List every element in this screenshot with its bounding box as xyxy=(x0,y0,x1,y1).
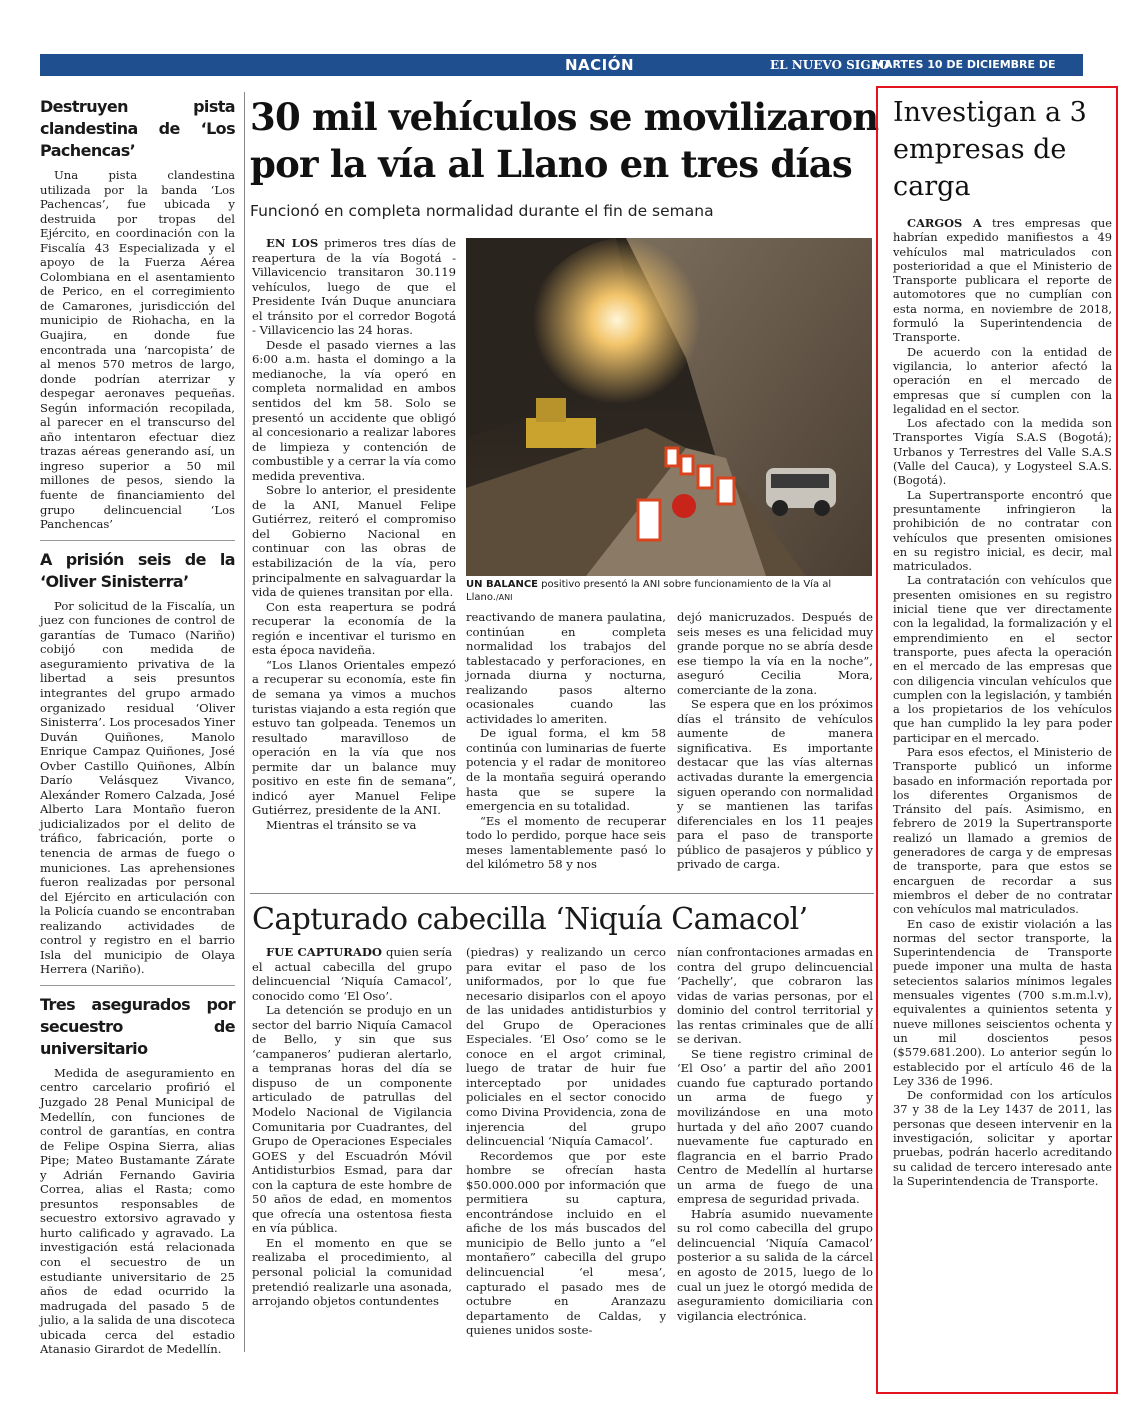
second-article-column-3 xyxy=(677,945,873,1323)
article-separator xyxy=(250,893,874,894)
paragraph: Recordemos que por este hombre se ofrecían hasta $50.000.000 por información que permitiera su captura, encontrándose incluido en el afiche de los más buscados del municipio de Bello junto a “el montañero” cabecilla del grupo delincuencial ‘el mesa’, capturado el pasado mes de octubre en Aranzazu departamento de Caldas, y quienes unidos soste- xyxy=(466,1148,666,1338)
divider xyxy=(40,985,235,986)
paragraph: Los afectado con la medida son Transportes Vigía S.A.S (Bogotá); Urbanos y Terrestres del Valle S.A.S (Valle del Cauca), y Logysteel S.A.S. (Bogotá). xyxy=(893,416,1112,488)
paragraph: Se espera que en los próximos días el tránsito de vehículos aumente de manera significativa. Es importante destacar que las vías alternas activadas durante la emergencia siguen operando con normalidad y se mantienen las tarifas diferenciales en los 11 peajes para el paso de transporte público de pasajeros y público y privado de carga. xyxy=(677,697,873,872)
paragraph: De conformidad con los artículos 37 y 38 de la Ley 1437 de 2011, las personas que deseen intervenir en la investigación, solicitar y aportar pruebas, podrán hacerlo acreditando su calidad de tercero interesado ante la Superintendencia de Transporte. xyxy=(893,1088,1112,1188)
main-article-column-1 xyxy=(252,236,456,832)
paragraph: primeros tres días de reapertura de la vía Bogotá - Villavicencio transitaron 30.119 vehículos, luego de que el Presidente Iván Duque anunciara el tránsito por el corredor Bogotá - Villavicencio las 24 horas. xyxy=(252,236,456,338)
photo-illustration xyxy=(466,238,872,576)
page-header-bar xyxy=(40,54,1118,93)
paragraph: La contratación con vehículos que presenten omisiones en su registro inicial tiene que ver directamente con la legalidad, la formalización y el emprendimiento en el sector transporte, pues afecta la operación en el mercado de las empresas que con diligencia vinculan vehículos que cumplen con la legislación, y también a los propietarios de los vehículos que han cumplido la ley para poder participar en el mercado. xyxy=(893,573,1112,745)
main-article-column-3 xyxy=(677,610,873,872)
caption-lead: UN BALANCE xyxy=(466,579,538,590)
paragraph: dejó manicruzados. Después de seis meses es una felicidad muy grande porque no se abría desde ese tiempo la vía en la noche”, aseguró Cecilia Mora, comerciante de la zona. xyxy=(677,610,873,697)
paragraph: En el momento en que se realizaba el procedimiento, al personal policial la comunidad pretendió realizarle una asonada, arrojando objetos contundentes xyxy=(252,1235,452,1309)
paragraph: En caso de existir violación a las normas del sector transporte, la Superintendencia de Transporte puede imponer una multa de hasta setecientos salarios mínimos legales mensuales vigentes (700 s.m.m.l.v), equivalentes a quinientos setenta y nueve millones seiscientos ochenta y un mil doscientos pesos ($579.681.200). Lo anterior según lo establecido por el artículo 46 de la Ley 336 de 1996. xyxy=(893,916,1112,1088)
lead-in: EN LOS xyxy=(266,236,319,250)
paragraph: Mientras el tránsito se va xyxy=(266,817,417,832)
brief-paragraph: Por solicitud de la Fiscalía, un juez con funciones de control de garantías de Tumaco (Nariño) cobijó con medida de aseguramiento privativa de la libertad a seis presuntos integrantes del grupo armado organizado residual ‘Oliver Sinisterra’. Los procesados Yiner Duván Quiñones, Manolo Enrique Campaz Quiñones, José Ovber Castillo Quiñones, Albín Darío Velásquez Vivanco, Alexánder Romero Calzada, José Alberto Lara Montaño fueron judicializados por el delito de tráfico, fabricación, porte o tenencia de armas de fuego o municiones. Las aprehensiones fueron realizadas por personal del Ejército en articulación con la Policía cuando se encontraban realizando actividades de control y registro en el barrio Isla del municipio de Olaya Herrera (Nariño). xyxy=(40,598,235,977)
paragraph: Para esos efectos, el Ministerio de Transporte publicó un informe basado en información reportada por los diferentes Organismos de Tránsito del país. Asimismo, en febrero de 2019 la Supertransporte realizó un llamado a gremios de generadores de carga y de empresas de transporte, para que estos se encarguen de recordar a sus miembros el deber de no contratar con vehículos mal matriculados. xyxy=(893,744,1112,917)
right-headline: Investigan a 3 empresas de carga xyxy=(893,97,1087,202)
photo-caption xyxy=(466,578,872,604)
caption-text: positivo presentó la ANI sobre funcionamiento de la Vía al Llano. xyxy=(466,579,832,603)
paragraph: (piedras) y realizando un cerco para evitar el paso de los uniformados, por lo que fue necesario disiparlos con el apoyo de las unidades antidisturbios y del Grupo de Operaciones Especiales. ‘El Oso’ como se le conoce en el argot criminal, luego de tratar de huir fue interceptado por unidades policiales en el sector conocido como Divina Providencia, zona de injerencia del grupo delincuencial ‘Niquía Camacol’. xyxy=(466,945,666,1149)
paragraph: Sobre lo anterior, el presidente de la ANI, Manuel Felipe Gutiérrez, reiteró el compromiso del Gobierno Nacional en continuar con las obras de estabilización de la vía, pero principalmente en salvaguardar la vida de quienes transitan por ella. xyxy=(252,483,456,600)
brief-article xyxy=(40,994,235,1357)
main-article-column-2 xyxy=(466,610,666,872)
paragraph: Habría asumido nuevamente su rol como cabecilla del grupo delincuencial ‘Niquía Camacol’ posterior a su salida de la cárcel en agosto de 2015, luego de lo cual un juez le otorgó medida de aseguramiento domiciliaria con vigilancia electrónica. xyxy=(677,1206,873,1323)
paragraph: “Los Llanos Orientales empezó a recuperar su economía, este fin de semana ya vimos a muchos turistas viajando a esta región que estuvo tan golpeada. Tenemos un resultado maravilloso de operación en la vía que nos permite dar un balance muy positivo en este fin de semana”, indicó ayer Manuel Felipe Gutiérrez, presidente de la ANI. xyxy=(252,657,456,818)
issue-date: MARTES 10 DE DICIEMBRE DE 2019 xyxy=(873,58,1056,93)
paragraph: Desde el pasado viernes a las 6:00 a.m. hasta el domingo a la medianoche, la vía operó en completa normalidad en ambos sentidos del km 58. Solo se presentó un accidente que obligó al concesionario a realizar labores de limpieza y contención de combustible y a cerrar la vía como medida preventiva. xyxy=(252,337,456,483)
brief-article xyxy=(40,549,235,977)
paragraph: “Es el momento de recuperar todo lo perdido, porque hace seis meses lamentablemente pasó lo del kilómetro 58 y nos xyxy=(466,813,666,872)
main-headline: 30 mil vehículos se movilizaron por la vía al Llano en tres días xyxy=(250,95,879,186)
paragraph: Con esta reapertura se podrá recuperar la economía de la región e incentivar el turismo en esta época navideña. xyxy=(252,599,456,658)
paragraph: Se tiene registro criminal de ‘El Oso’ a partir del año 2001 cuando fue capturado portando un arma de fuego y movilizándose en una moto hurtada y del año 2007 cuando nuevamente fue capturado en flagrancia en el barrio Prado Centro de Medellín al hurtarse un arma de fuego de una empresa de seguridad privada. xyxy=(677,1046,873,1207)
main-subhead: Funcionó en completa normalidad durante el fin de semana xyxy=(250,202,714,220)
brief-headline: A prisión seis de la ‘Oliver Sinisterra’ xyxy=(40,549,235,591)
paragraph: reactivando de manera paulatina, continúan en completa normalidad los trabajos del tablestacado y perforaciones, en jornada diurna y nocturna, realizando pasos alterno ocasionales cuando las actividades lo ameriten. xyxy=(466,610,666,726)
paragraph: quien sería el actual cabecilla del grupo delincuencial ‘Niquía Camacol’, conocido como ‘El Oso’. xyxy=(252,945,452,1003)
lead-in: FUE CAPTURADO xyxy=(266,945,383,959)
second-article-column-1 xyxy=(252,945,452,1309)
paragraph: La Supertransporte encontró que presuntamente infringieron la prohibición de no contratar con vehículos que presenten omisiones en su registro inicial, es decir, mal matriculados. xyxy=(893,487,1112,574)
right-article-body xyxy=(893,216,1112,1188)
second-article-column-2 xyxy=(466,945,666,1338)
road-night-photo xyxy=(466,238,872,576)
paragraph: nían confrontaciones armadas en contra del grupo delincuencial ‘Pachelly’, que cobraron las vidas de varias personas, por el dominio del control territorial y las rentas criminales que de allí se derivan. xyxy=(677,945,873,1047)
divider xyxy=(40,540,235,541)
column-rule xyxy=(244,92,245,1352)
brief-article xyxy=(40,96,235,532)
second-headline: Capturado cabecilla ‘Niquía Camacol’ xyxy=(252,902,808,937)
brief-paragraph: Una pista clandestina utilizada por la banda ‘Los Pachencas’, fue ubicada y destruida por tropas del Ejército, en coordinación con la Fiscalía 43 Especializada y el apoyo de la Fuerza Aérea Colombiana en el asentamiento de Perico, en el corregimiento de Camarones, jurisdicción del municipio de Riohacha, en la Guajira, en donde fue encontrada una ‘narcopista’ de al menos 570 metros de largo, donde podrían aterrizar y despegar aeronaves pequeñas. Según información recopilada, al parecer en el transcurso del año intentaron efectuar diez trazas aéreas generando así, un ingreso superior a 50 mil millones de pesos, siendo la fuente de financiamiento del grupo delincuencial ‘Los Panchencas’ xyxy=(40,168,235,532)
paragraph: La detención se produjo en un sector del barrio Niquía Camacol de Bello, y sin que sus ‘campaneros’ pudieran alertarlo, a tempranas horas del día se dispuso de un componente articulado de patrullas del Modelo Nacional de Vigilancia Comunitaria por Cuadrantes, del Grupo de Operaciones Especiales GOES y del Escuadrón Móvil Antidisturbios Esmad, para dar con la captura de este hombre de 50 años de edad, en momentos que ofrecía una ostentosa fiesta en vía pública. xyxy=(252,1003,452,1236)
brief-paragraph: Medida de aseguramiento en centro carcelario profirió el Juzgado 28 Penal Municipal de Medellín, con funciones de control de garantías, en contra de Felipe Ospina Sierra, alias Pipe; Mateo Bustamante Zárate y Adrián Fernando Gaviria Correa, alias el Rasta; como presuntos responsables de secuestro extorsivo agravado y hurto calificado y agravado. La investigación está relacionada con el secuestro de un estudiante universitario de 25 años de edad ocurrido la madrugada del pasado 5 de julio, a la salida de una discoteca ubicada cerca del estadio Atanasio Girardot de Medellín. xyxy=(40,1065,236,1357)
paragraph: tres empresas que habrían expedido manifiestos a 49 vehículos mal matriculados con posterioridad a que el Ministerio de Transporte publicara el reporte de automotores que no cumplían con esta norma, en noviembre de 2018, formuló la Superintendencia de Transporte. xyxy=(893,216,1112,345)
brief-headline: Tres asegurados por secuestro de universitario xyxy=(40,994,235,1058)
briefs-column xyxy=(40,96,235,1357)
lead-in: CARGOS A xyxy=(907,216,982,230)
section-title: NACIÓN xyxy=(565,56,635,74)
photo-credit: /ANI xyxy=(495,593,513,602)
paragraph: De acuerdo con la entidad de vigilancia, lo anterior afectó la operación en el mercado de empresas que sí cumplen con la legalidad en el sector. xyxy=(893,344,1112,416)
newspaper-name: EL NUEVO SIGLO xyxy=(770,58,890,72)
page-number: 9B xyxy=(1096,56,1118,74)
paragraph: De igual forma, el km 58 continúa con luminarias de fuerte potencia y el radar de monitoreo de la montaña seguirá operando hasta que se supere la emergencia en su totalidad. xyxy=(466,726,666,814)
brief-headline: Destruyen pista clandestina de ‘Los Pachencas’ xyxy=(40,97,235,160)
